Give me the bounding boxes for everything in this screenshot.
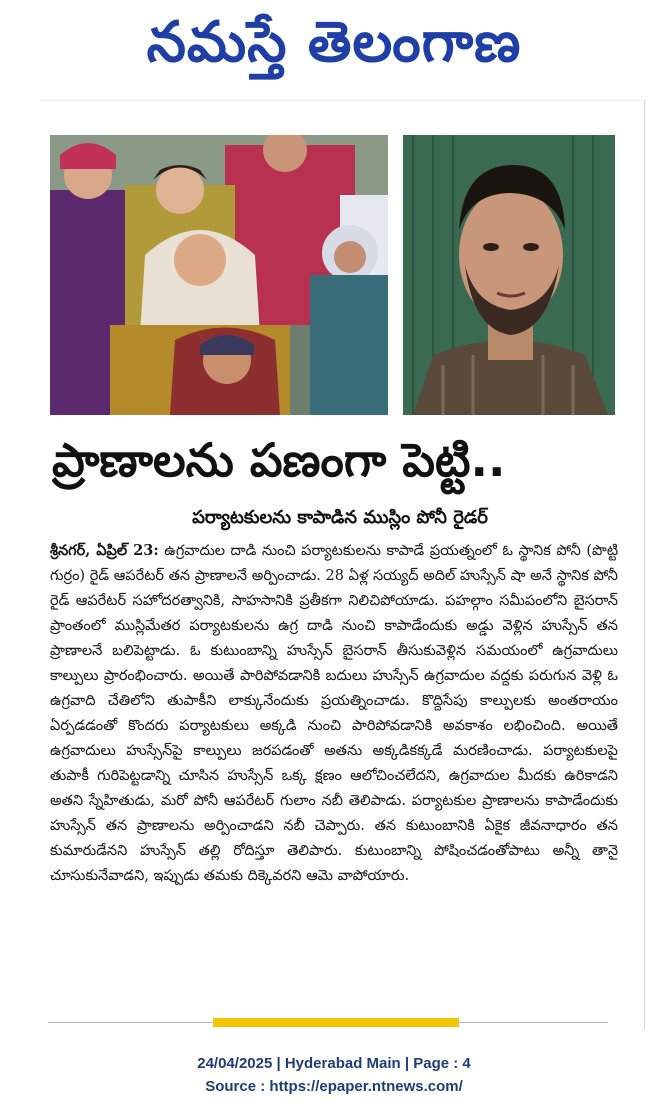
article-headline: ప్రాణాలను పణంగా పెట్టి.. (52, 433, 506, 487)
masthead (0, 0, 668, 86)
source-link[interactable]: Source : https://epaper.ntnews.com/ (205, 1078, 463, 1095)
article-dateline: శ్రీనగర్, ఏప్రిల్ 23: (50, 542, 159, 559)
photo-grieving-women (50, 135, 388, 415)
article-subheadline: పర్యాటకులను కాపాడిన ముస్లిం పోనీ రైడర్ (192, 507, 488, 528)
article-body (50, 538, 618, 1008)
photo-portrait (403, 135, 615, 415)
accent-bar (213, 1018, 459, 1027)
masthead-title: నమస్తే తెలంగాణ (146, 10, 522, 75)
edition-info: 24/04/2025 | Hyderabad Main | Page : 4 (197, 1055, 471, 1072)
article-body-text: ఉగ్రవాదుల దాడి నుంచి పర్యాటకులను కాపాడే ప్రయత్నంలో ఓ స్థానిక పోనీ (పొట్టి గుర్రం) రైడ్ ఆపరేటర్ తన ప్రాణాలనే అర్పించాడు. 28 ఏళ్ల సయ్యద్ అదిల్ హుస్సేన్ షా అనే స్థానిక పోనీ రైడ్ ఆపరేటర్ సహోదరత్వానికి, సాహసానికి ప్రతీకగా నిలిచిపోయాడు. పహల్గాం సమీపంలోని బైసరాన్ ప్రాంతంలో ముస్లిమేతర పర్యాటకులను ఉగ్ర దాడి నుంచి కాపాడేందుకు అడ్డు వెళ్లిన హుస్సేన్ తన ప్రాణాలనే బలిపెట్టాడు. ఓ కుటుంబాన్ని హుస్సేన్ బైసరాన్ తీసుకువెళ్లిన సమయంలో ఉగ్రవాదులు కాల్పులు ప్రారంభించారు. అయితే పారిపోవడానికి బదులు హుస్సేన్ ఉగ్రవాదుల వద్దకు పరుగున వెళ్లి ఓ ఉగ్రవాది చేతిలోని తుపాకీని లాక్కునేందుకు ప్రయత్నించాడు. కొద్దిసేపు కాల్పులకు అంతరాయం ఏర్పడడంతో కొందరు పర్యాటకులు అక్కడి నుంచి పారిపోవడానికి అవకాశం లభించింది. అయితే ఉగ్రవాదులు హుస్సేన్‌పై కాల్పులు జరపడంతో అతను అక్కడికక్కడే మరణించాడు. పర్యాటకులపై తుపాకీ గురిపెట్టడాన్ని చూసిన హుస్సేన్ ఒక్క క్షణం ఆలోచించలేదని, ఉగ్రవాదుల మీదకు ఉరికాడని అతని స్నేహితుడు, మరో పోనీ ఆపరేటర్ గులాం నబీ తెలిపాడు. పర్యాటకుల ప్రాణాలను కాపాడేందుకు హుస్సేన్ తన ప్రాణాలను అర్పించాడని నబీ చెప్పారు. తన కుటుంబానికి ఏకైక జీవనాధారం తన కుమారుడేనని హుస్సేన్ తల్లి రోదిస్తూ తెలిపారు. కుటుంబాన్ని పోషించడంతోపాటు అన్నీ తానై చూసుకునేవాడని, ఇప్పుడు తమకు దిక్కెవరని ఆమె వాపోయారు. (50, 543, 618, 884)
